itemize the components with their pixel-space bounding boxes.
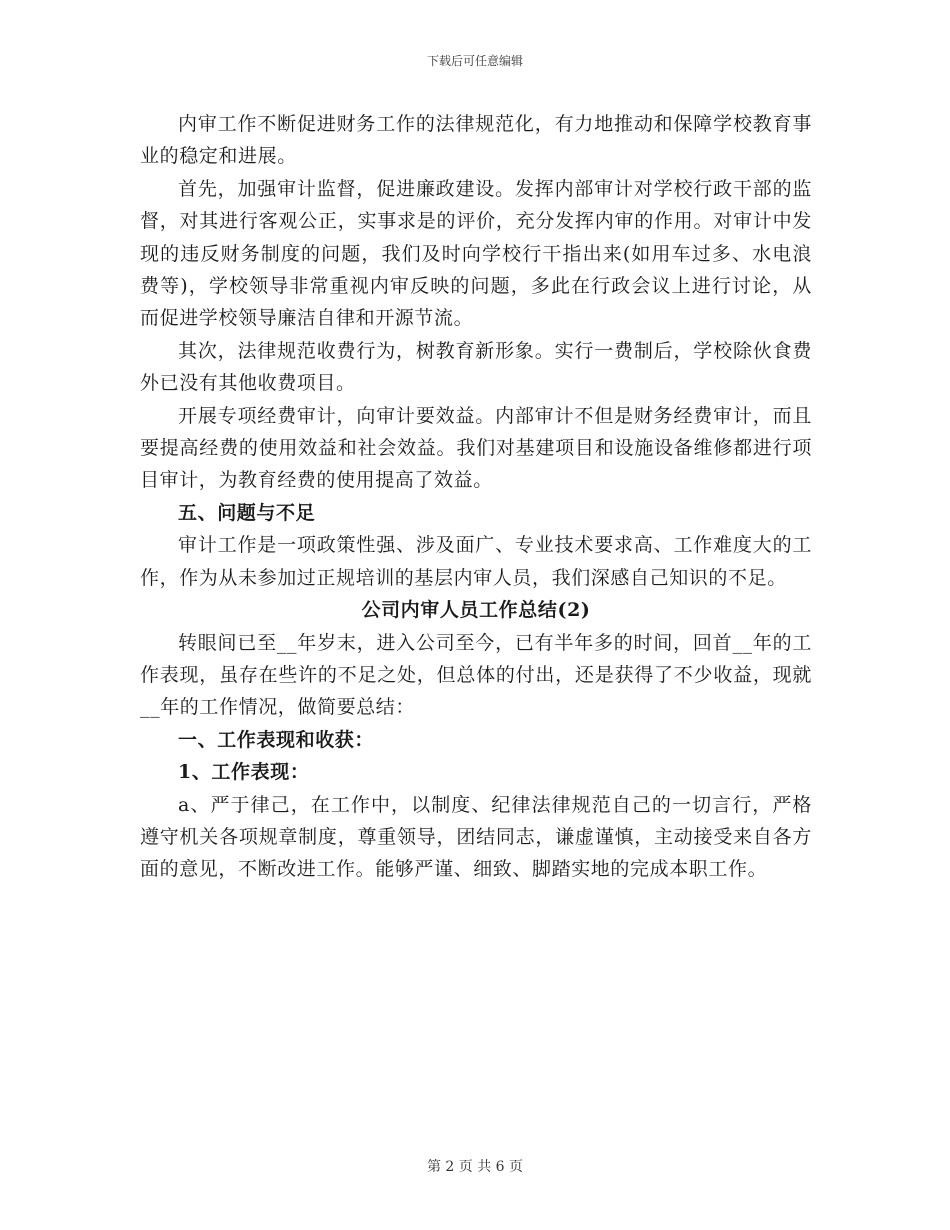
paragraph: 开展专项经费审计，向审计要效益。内部审计不但是财务经费审计，而且要提高经费的使用效益和社会效益。我们对基建项目和设施设备维修都进行项目审计，为教育经费的使用提高了效益。 bbox=[140, 404, 812, 492]
section-heading: 五、问题与不足 bbox=[178, 501, 316, 524]
document-body bbox=[140, 108, 812, 886]
paragraph: 内审工作不断促进财务工作的法律规范化，有力地推动和保障学校教育事业的稳定和进展。 bbox=[140, 113, 812, 168]
page-header: 下载后可任意编辑 bbox=[426, 54, 523, 68]
document-title: 公司内审人员工作总结(2) bbox=[361, 599, 591, 622]
page-footer: 第 2 页 共 6 页 bbox=[426, 1159, 524, 1175]
subsection-heading: 1、工作表现： bbox=[178, 761, 310, 784]
section-heading: 一、工作表现和收获： bbox=[178, 728, 375, 751]
paragraph: 首先，加强审计监督，促进廉政建设。发挥内部审计对学校行政干部的监督，对其进行客观公正，实事求是的评价，充分发挥内审的作用。对审计中发现的违反财务制度的问题，我们及时向学校行干指出来(如用车过多、水电浪费等)，学校领导非常重视内审反映的问题，多此在行政会议上进行讨论，从而促进学校领导廉洁自律和开源节流。 bbox=[140, 177, 812, 330]
paragraph: a、严于律己，在工作中，以制度、纪律法律规范自己的一切言行，严格遵守机关各项规章制度，尊重领导，团结同志，谦虚谨慎，主动接受来自各方面的意见，不断改进工作。能够严谨、细致、脚踏实地的完成本职工作。 bbox=[140, 793, 812, 881]
paragraph: 审计工作是一项政策性强、涉及面广、专业技术要求高、工作难度大的工作，作为从未参加过正规培训的基层内审人员，我们深感自己知识的不足。 bbox=[140, 534, 812, 589]
paragraph: 其次，法律规范收费行为，树教育新形象。实行一费制后，学校除伙食费外已没有其他收费项目。 bbox=[140, 339, 812, 395]
paragraph: 转眼间已至__年岁末，进入公司至今，已有半年多的时间，回首__年的工作表现，虽存在些许的不足之处，但总体的付出，还是获得了不少收益，现就__年的工作情况，做简要总结： bbox=[140, 631, 812, 719]
